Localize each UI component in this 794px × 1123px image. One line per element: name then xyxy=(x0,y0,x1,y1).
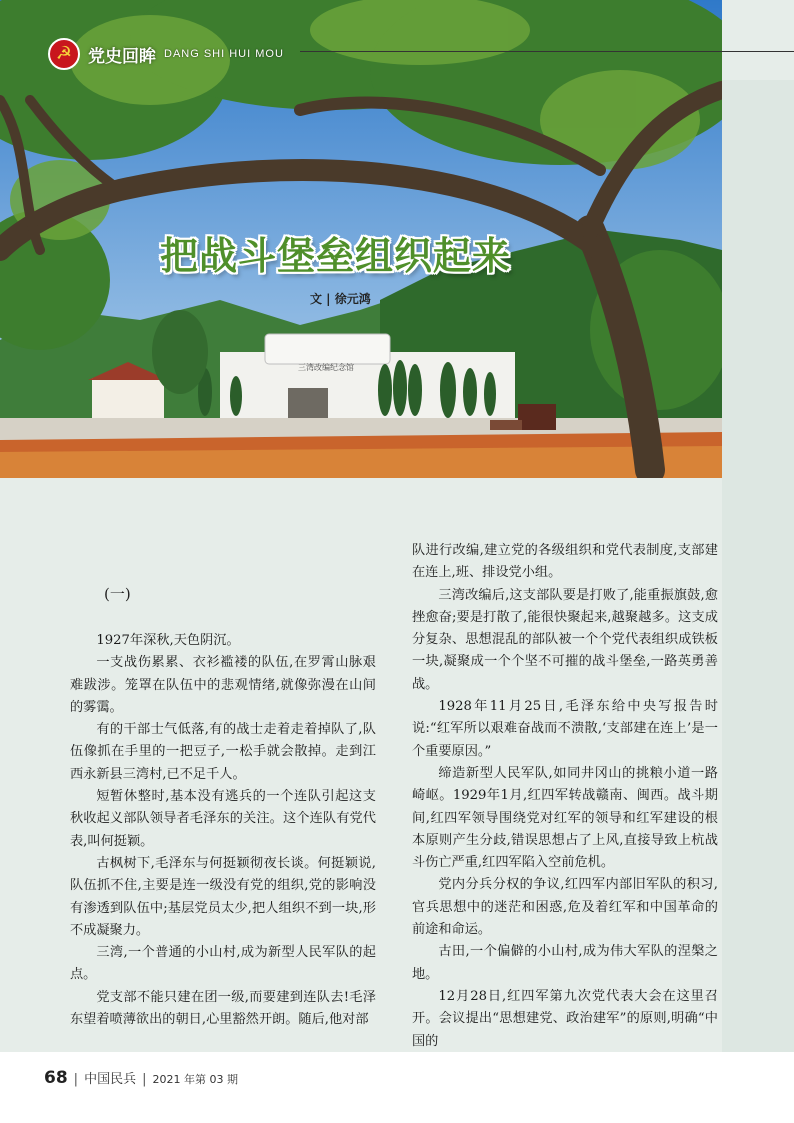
paragraph: 党内分兵分权的争议,红四军内部旧军队的积习,官兵思想中的迷茫和困惑,危及着红军和中国革命的前途和命运。 xyxy=(412,877,718,938)
paragraph: 1928年11月25日,毛泽东给中央写报告时说:“红军所以艰难奋战而不溃散,‘支部建在连上’是一个重要原因。” xyxy=(412,699,718,759)
page-footer xyxy=(44,1068,238,1088)
section-name-english: DANG SHI HUI MOU xyxy=(164,48,284,60)
page-number: 68 xyxy=(44,1068,68,1088)
section-header xyxy=(48,38,284,70)
paragraph: 短暂休整时,基本没有逃兵的一个连队引起这支秋收起义部队领导者毛泽东的关注。这个连队有党代表,叫何挺颖。 xyxy=(70,789,376,849)
party-emblem-icon: ☭ xyxy=(48,38,80,70)
paragraph: 12月28日,红四军第九次党代表大会在这里召开。会议提出“思想建党、政治建军”的原则,明确“中国的 xyxy=(412,988,718,1049)
paragraph: 一支战伤累累、衣衫褴褛的队伍,在罗霄山脉艰难跋涉。笼罩在队伍中的悲观情绪,就像弥漫在山间的雾霭。 xyxy=(70,655,376,715)
paragraph: 党支部不能只建在团一级,而要建到连队去!毛泽东望着喷薄欲出的朝日,心里豁然开朗。随后,他对部 xyxy=(70,989,376,1028)
side-strip xyxy=(722,80,794,1052)
left-column xyxy=(70,630,376,1031)
section-number: (一) xyxy=(104,585,131,603)
footer-separator: | xyxy=(73,1072,79,1087)
footer-separator: | xyxy=(142,1072,147,1087)
article-title: 把战斗堡垒组织起来 xyxy=(160,233,512,278)
paragraph: 有的干部士气低落,有的战士走着走着掉队了,队伍像抓在手里的一把豆子,一松手就会散掉。走到江西永新县三湾村,已不足千人。 xyxy=(70,722,376,782)
paragraph: 缔造新型人民军队,如同井冈山的挑粮小道一路崎岖。1929年1月,红四军转战赣南、闽西。战斗期间,红四军领导围绕党对红军的领导和红军建设的根本原则产生分歧,错误思想占了上风,直接导致上杭战斗伤亡严重,红四军陷入空前危机。 xyxy=(412,765,718,871)
paragraph-continued: 队进行改编,建立党的各级组织和党代表制度,支部建在连上,班、排设党小组。 xyxy=(412,543,718,581)
building-sign: 三湾改编纪念馆 xyxy=(298,363,354,372)
section-name: 党史回眸 xyxy=(88,46,156,67)
article-byline: 文 | 徐元鸿 xyxy=(310,292,371,306)
paragraph: 三湾,一个普通的小山村,成为新型人民军队的起点。 xyxy=(70,945,376,983)
paragraph: 1927年深秋,天色阴沉。 xyxy=(96,633,240,648)
paragraph: 三湾改编后,这支部队要是打败了,能重振旗鼓,愈挫愈奋;要是打散了,能很快聚起来,越聚越多。这支成分复杂、思想混乱的部队被一个个党代表组织成铁板一块,凝聚成一个个坚不可摧的战斗堡垒,一路英勇善战。 xyxy=(412,587,718,692)
paragraph: 古田,一个偏僻的小山村,成为伟大军队的涅槃之地。 xyxy=(412,944,718,982)
issue-label: 2021 年第 03 期 xyxy=(152,1073,238,1086)
right-column xyxy=(412,540,718,1053)
magazine-name: 中国民兵 xyxy=(84,1072,137,1087)
paragraph: 古枫树下,毛泽东与何挺颖彻夜长谈。何挺颖说,队伍抓不住,主要是连一级没有党的组织,党的影响没有渗透到队伍中;基层党员太少,把人组织不到一块,形不成凝聚力。 xyxy=(70,855,376,938)
header-rule xyxy=(300,51,794,52)
